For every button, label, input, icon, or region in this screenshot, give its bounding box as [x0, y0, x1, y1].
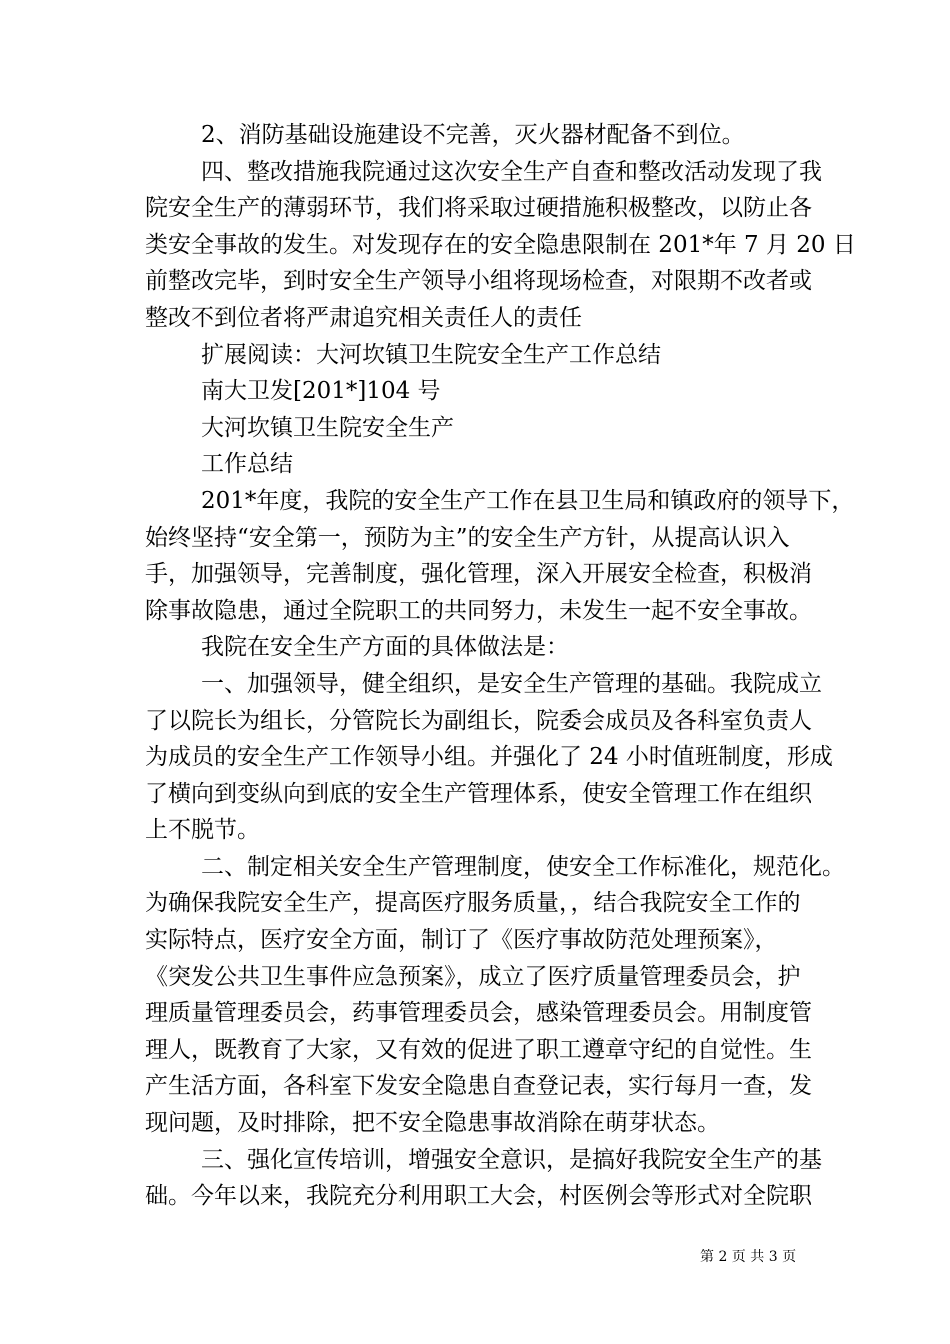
text-line: 我院在安全生产方面的具体做法是： — [201, 634, 569, 661]
text-line: 为成员的安全生产工作领导小组。并强化了 24 小时值班制度，形成 — [145, 744, 833, 771]
text-line: 三、强化宣传培训，增强安全意识，是搞好我院安全生产的基 — [201, 1146, 822, 1173]
text-line: 南大卫发[201*]104 号 — [201, 378, 441, 405]
text-line: 整改不到位者将严肃追究相关责任人的责任 — [145, 304, 582, 331]
text-line: 了横向到变纵向到底的安全生产管理体系，使安全管理工作在组织 — [145, 780, 812, 807]
text-line: 产生活方面，各科室下发安全隐患自查登记表，实行每月一查，发 — [145, 1073, 812, 1100]
text-line: 了以院长为组长，分管院长为副组长，院委会成员及各科室负责人 — [145, 707, 812, 734]
text-line: 类安全事故的发生。对发现存在的安全隐患限制在 201*年 7 月 20 日 — [145, 231, 856, 258]
text-line: 2、消防基础设施建设不完善，灭火器材配备不到位。 — [201, 122, 745, 148]
text-line: 201*年度，我院的安全生产工作在县卫生局和镇政府的领导下， — [201, 487, 855, 514]
text-line: 院安全生产的薄弱环节，我们将采取过硬措施积极整改，以防止各 — [145, 195, 812, 222]
text-line: 础。今年以来，我院充分利用职工大会，村医例会等形式对全院职 — [145, 1183, 812, 1210]
text-line: 二、制定相关安全生产管理制度，使安全工作标准化，规范化。 — [201, 853, 845, 880]
text-line: 理人，既教育了大家，又有效的促进了职工遵章守纪的自觉性。生 — [145, 1036, 812, 1063]
text-line: 实际特点，医疗安全方面，制订了《医疗事故防范处理预案》， — [145, 927, 778, 954]
page-number: 第 2 页 共 3 页 — [700, 1249, 797, 1265]
text-line: 前整改完毕，到时安全生产领导小组将现场检查，对限期不改者或 — [145, 268, 812, 295]
text-line: 为确保我院安全生产，提高医疗服务质量，，结合我院安全工作的 — [145, 890, 801, 917]
text-line: 手，加强领导，完善制度，强化管理，深入开展安全检查，积极消 — [145, 561, 812, 588]
text-line: 除事故隐患，通过全院职工的共同努力，未发生一起不安全事故。 — [145, 597, 812, 624]
text-line: 工作总结 — [201, 451, 293, 478]
document-body — [145, 117, 856, 1215]
text-line: 大河坎镇卫生院安全生产 — [201, 414, 454, 441]
text-line: 理质量管理委员会，药事管理委员会，感染管理委员会。用制度管 — [145, 1000, 812, 1027]
text-line: 扩展阅读：大河坎镇卫生院安全生产工作总结 — [201, 341, 661, 368]
text-line: 四、整改措施我院通过这次安全生产自查和整改活动发现了我 — [201, 158, 822, 185]
text-line: 一、加强领导，健全组织，是安全生产管理的基础。我院成立 — [201, 670, 822, 697]
text-line: 《突发公共卫生事件应急预案》，成立了医疗质量管理委员会，护 — [145, 963, 801, 990]
text-line: 始终坚持“安全第一，预防为主”的安全生产方针，从提高认识入 — [145, 524, 790, 551]
text-line: 上不脱节。 — [145, 817, 260, 844]
text-line: 现问题，及时排除，把不安全隐患事故消除在萌芽状态。 — [145, 1110, 720, 1137]
